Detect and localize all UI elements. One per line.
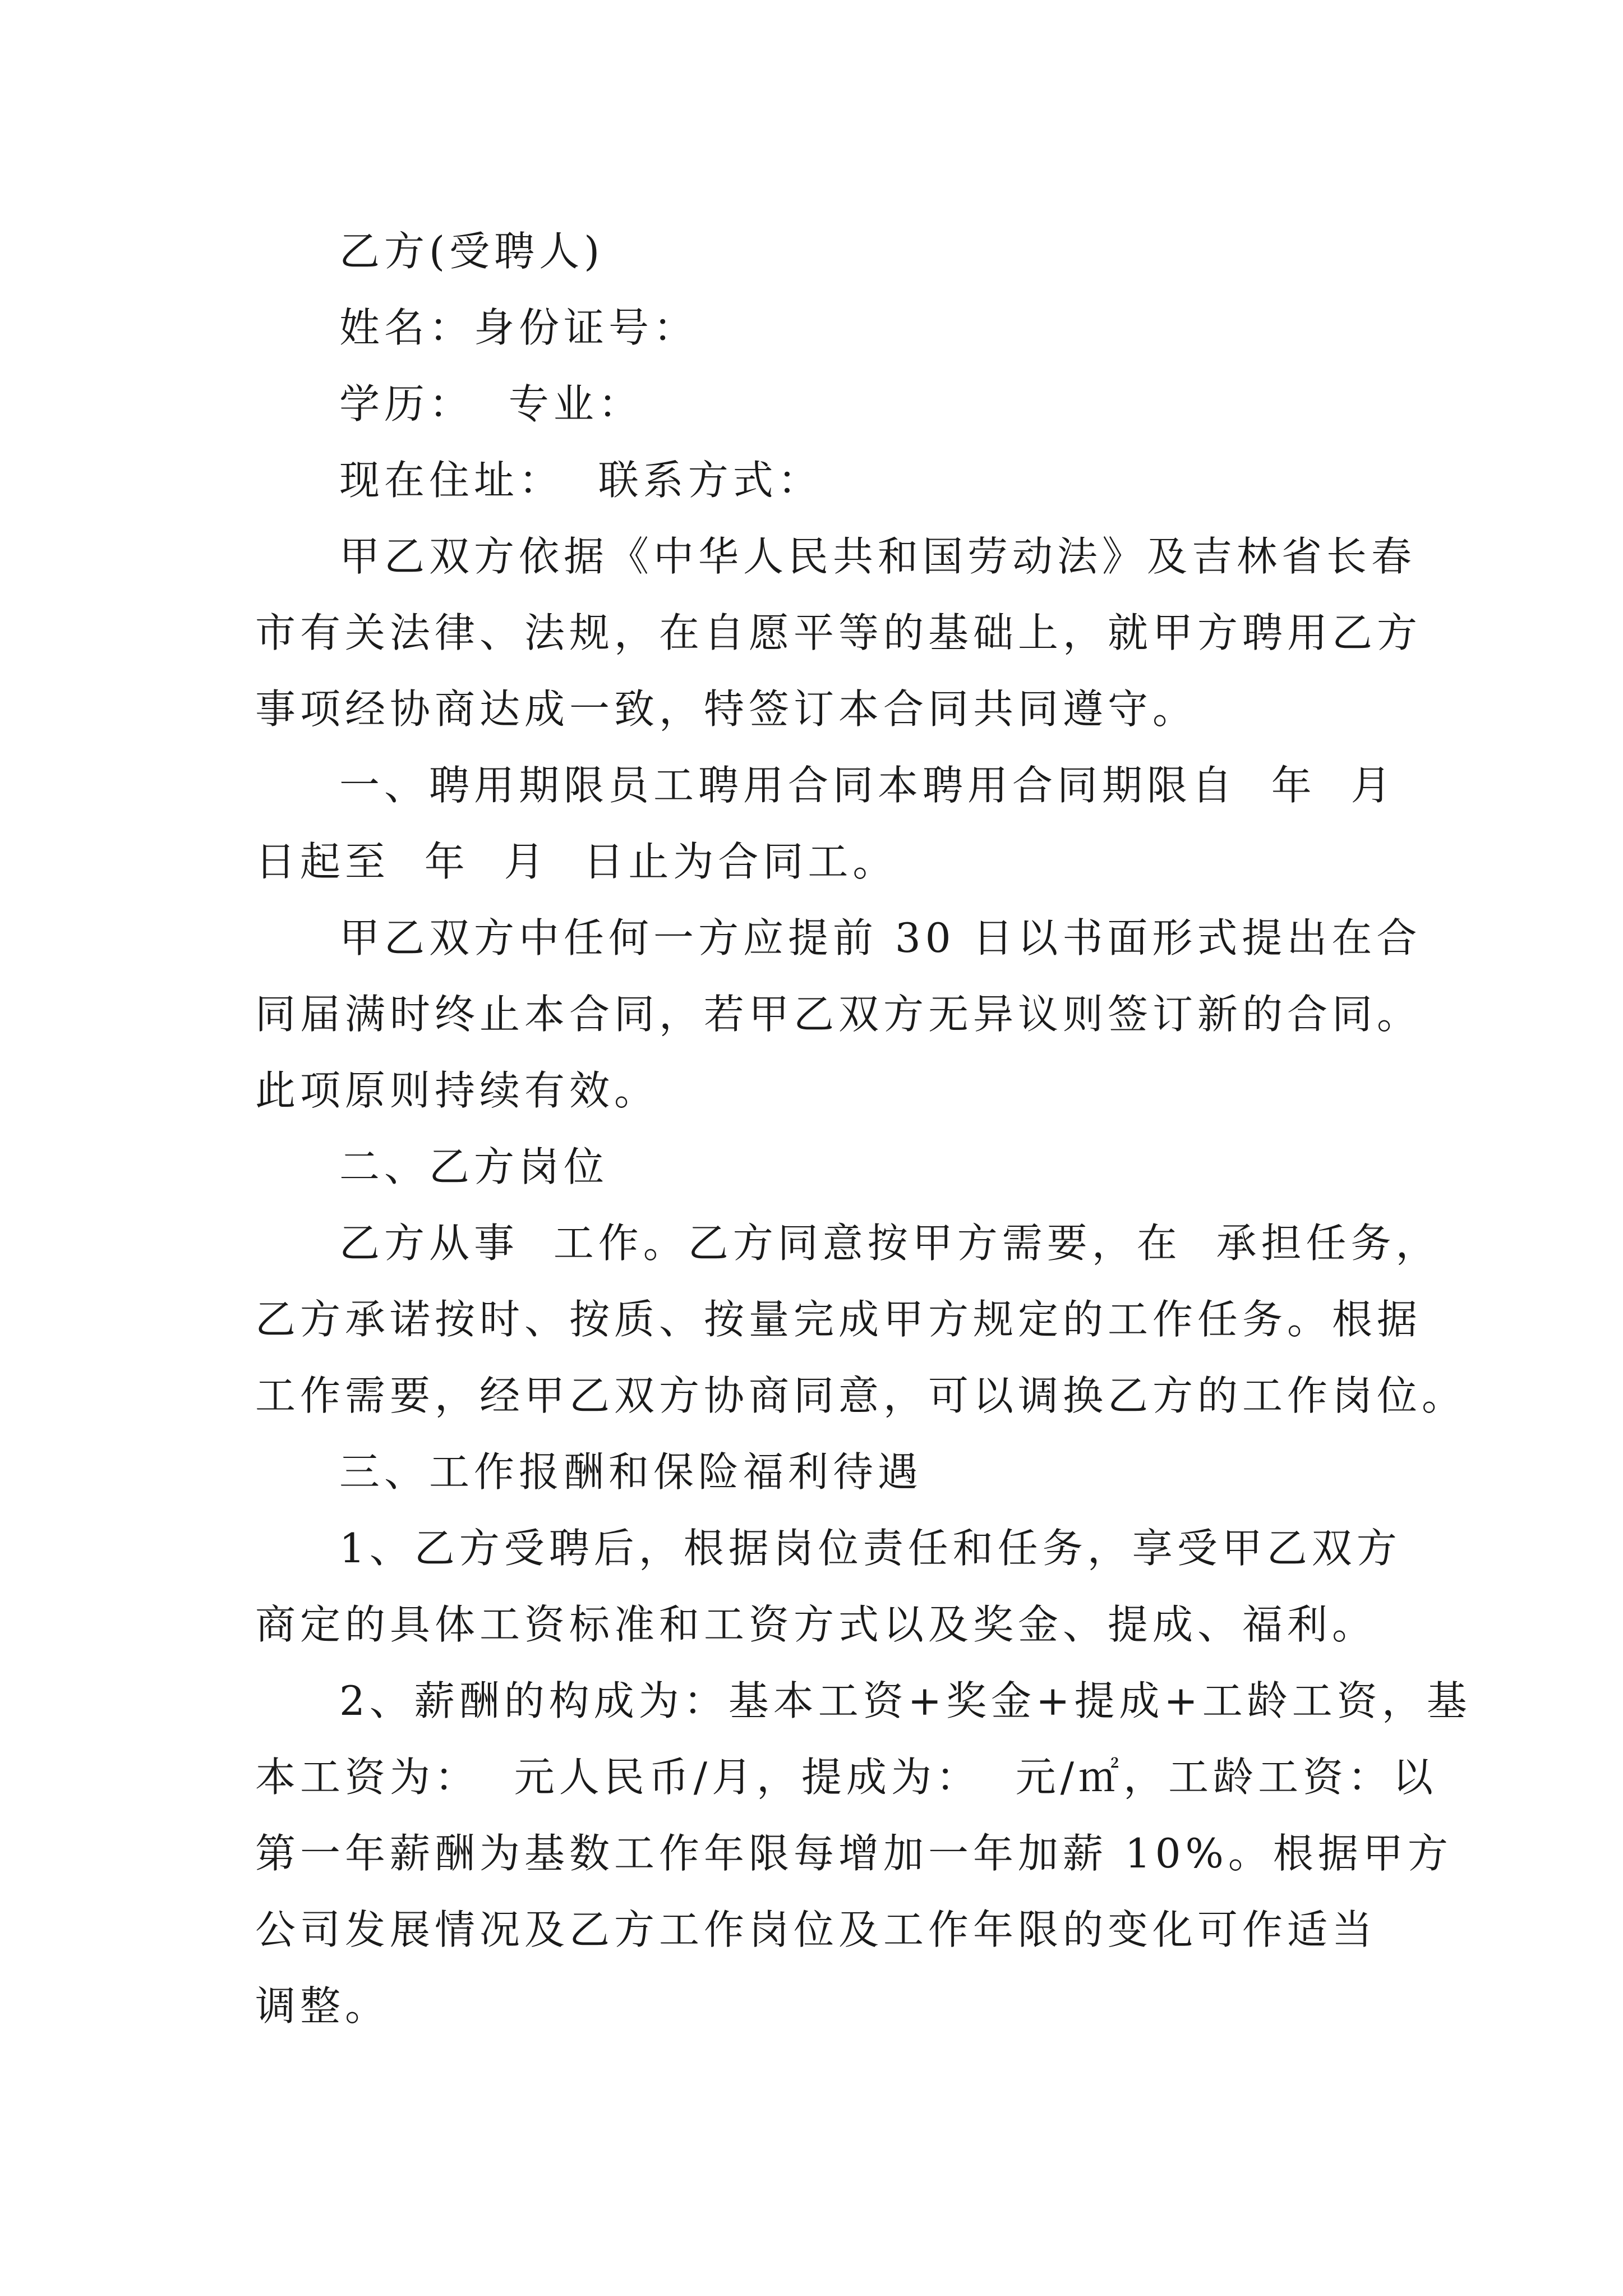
paragraph-line: 此项原则持续有效。 [255,1067,660,1114]
paragraph-line: 调整。 [255,1982,390,2030]
document-body [255,213,1472,2044]
paragraph-line: 日起至 年 月 日止为合同工。 [255,838,898,885]
paragraph-line: 本工资为： 元人民币/月，提成为： 元/㎡，工龄工资：以 [255,1754,1438,1801]
education-major-field: 学历： 专业： [339,380,643,427]
paragraph-line: 工作需要，经甲乙双方协商同意，可以调换乙方的工作岗位。 [255,1372,1467,1419]
paragraph-line: 甲乙双方中任何一方应提前 30 日以书面形式提出在合 [339,914,1422,961]
section-three-heading: 三、工作报酬和保险福利待遇 [339,1448,923,1496]
section-two-heading: 二、乙方岗位 [339,1143,609,1190]
section-one-line: 一、聘用期限员工聘用合同本聘用合同期限自 年 月 [339,762,1396,809]
paragraph-line: 2、薪酬的构成为：基本工资+奖金+提成+工龄工资，基 [339,1677,1472,1724]
paragraph-line: 第一年薪酬为基数工作年限每增加一年加薪 10%。根据甲方 [255,1830,1453,1877]
paragraph-line: 甲乙双方依据《中华人民共和国劳动法》及吉林省长春 [339,533,1417,580]
party-b-heading: 乙方(受聘人) [339,228,605,275]
paragraph-line: 同届满时终止本合同，若甲乙双方无异议则签订新的合同。 [255,991,1422,1038]
paragraph-line: 事项经协商达成一致，特签订本合同共同遵守。 [255,685,1198,733]
paragraph-line: 乙方从事 工作。乙方同意按甲方需要，在 承担任务， [339,1220,1441,1267]
paragraph-line: 1、乙方受聘后，根据岗位责任和任务，享受甲乙双方 [339,1525,1401,1572]
name-id-field: 姓名：身份证号： [339,304,699,351]
address-contact-field: 现在住址： 联系方式： [339,457,823,504]
paragraph-line: 公司发展情况及乙方工作岗位及工作年限的变化可作适当 [255,1906,1377,1953]
paragraph-line: 商定的具体工资标准和工资方式以及奖金、提成、福利。 [255,1601,1377,1648]
paragraph-line: 乙方承诺按时、按质、按量完成甲方规定的工作任务。根据 [255,1296,1422,1343]
paragraph-line: 市有关法律、法规，在自愿平等的基础上，就甲方聘用乙方 [255,609,1422,656]
